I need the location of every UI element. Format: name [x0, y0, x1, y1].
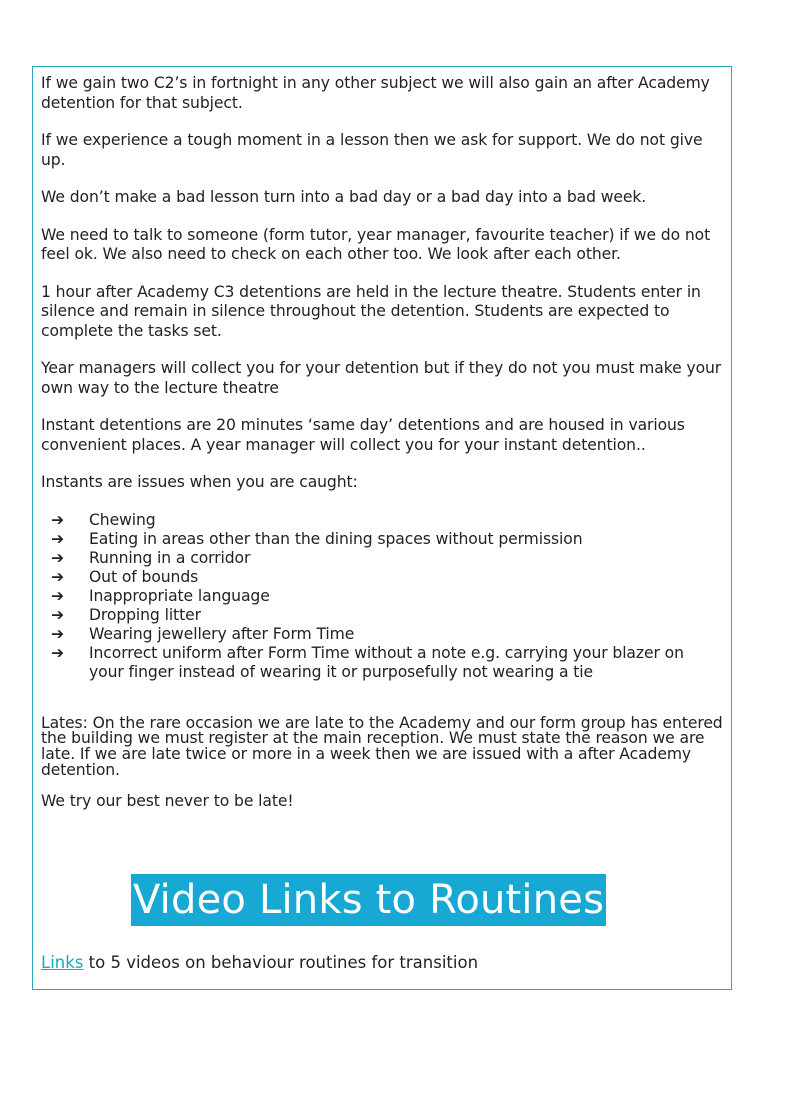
instant-reasons-list	[41, 511, 723, 682]
paragraph-bad-lesson: We don’t make a bad lesson turn into a bad day or a bad day into a bad week.	[41, 188, 647, 206]
list-item	[41, 644, 723, 682]
arrow-icon: ➔	[51, 643, 64, 662]
list-item	[41, 568, 723, 587]
list-item-text: Inappropriate language	[89, 586, 270, 605]
list-item-text: Chewing	[89, 510, 156, 529]
list-item	[41, 530, 723, 549]
paragraph-year-managers: Year managers will collect you for your detention but if they do not you must make your own way to the lecture theatre	[41, 359, 722, 397]
arrow-icon: ➔	[51, 624, 64, 643]
video-links-link[interactable]: Links	[41, 953, 84, 972]
list-item-text: Incorrect uniform after Form Time without a note e.g. carrying your blazer on your finger instead of wearing it or purposefully not wearing a tie	[89, 643, 684, 681]
video-links-banner	[131, 874, 606, 926]
video-links-description: to 5 videos on behaviour routines for transition	[83, 953, 479, 972]
paragraph-c2-detention: If we gain two C2’s in fortnight in any other subject we will also gain an after Academy detention for that subject.	[41, 74, 710, 112]
paragraph-instants-intro: Instants are issues when you are caught:	[41, 473, 358, 491]
arrow-icon: ➔	[51, 586, 64, 605]
arrow-icon: ➔	[51, 567, 64, 586]
video-links-line	[41, 952, 478, 974]
policy-text-body	[41, 74, 723, 829]
list-item	[41, 606, 723, 625]
arrow-icon: ➔	[51, 548, 64, 567]
list-item-text: Eating in areas other than the dining spaces without permission	[89, 529, 583, 548]
paragraph-lates: Lates: On the rare occasion we are late to the Academy and our form group has entered the building we must register at the main reception. We must state the reason we are late. If we are late twice or more in a week then we are issued with a after Academy detention.	[41, 713, 723, 779]
paragraph-instant-detentions: Instant detentions are 20 minutes ‘same day’ detentions and are housed in various convenient places. A year manager will collect you for your instant detention..	[41, 416, 685, 454]
list-item	[41, 587, 723, 606]
paragraph-never-late: We try our best never to be late!	[41, 791, 294, 810]
list-item-text: Dropping litter	[89, 605, 201, 624]
paragraph-ask-support: If we experience a tough moment in a lesson then we ask for support. We do not give up.	[41, 131, 703, 169]
list-item	[41, 625, 723, 644]
list-item-text: Running in a corridor	[89, 548, 251, 567]
paragraph-c3-detention: 1 hour after Academy C3 detentions are held in the lecture theatre. Students enter in silence and remain in silence throughout the detention. Students are expected to complete the tasks set.	[41, 282, 701, 340]
list-item-text: Wearing jewellery after Form Time	[89, 624, 355, 643]
arrow-icon: ➔	[51, 605, 64, 624]
list-item-text: Out of bounds	[89, 567, 199, 586]
banner-title: Video Links to Routines	[131, 874, 606, 926]
paragraph-talk-to-someone: We need to talk to someone (form tutor, year manager, favourite teacher) if we do not feel ok. We also need to check on each other too. We look after each other.	[41, 225, 711, 263]
list-item	[41, 549, 723, 568]
arrow-icon: ➔	[51, 510, 64, 529]
arrow-icon: ➔	[51, 529, 64, 548]
list-item	[41, 511, 723, 530]
